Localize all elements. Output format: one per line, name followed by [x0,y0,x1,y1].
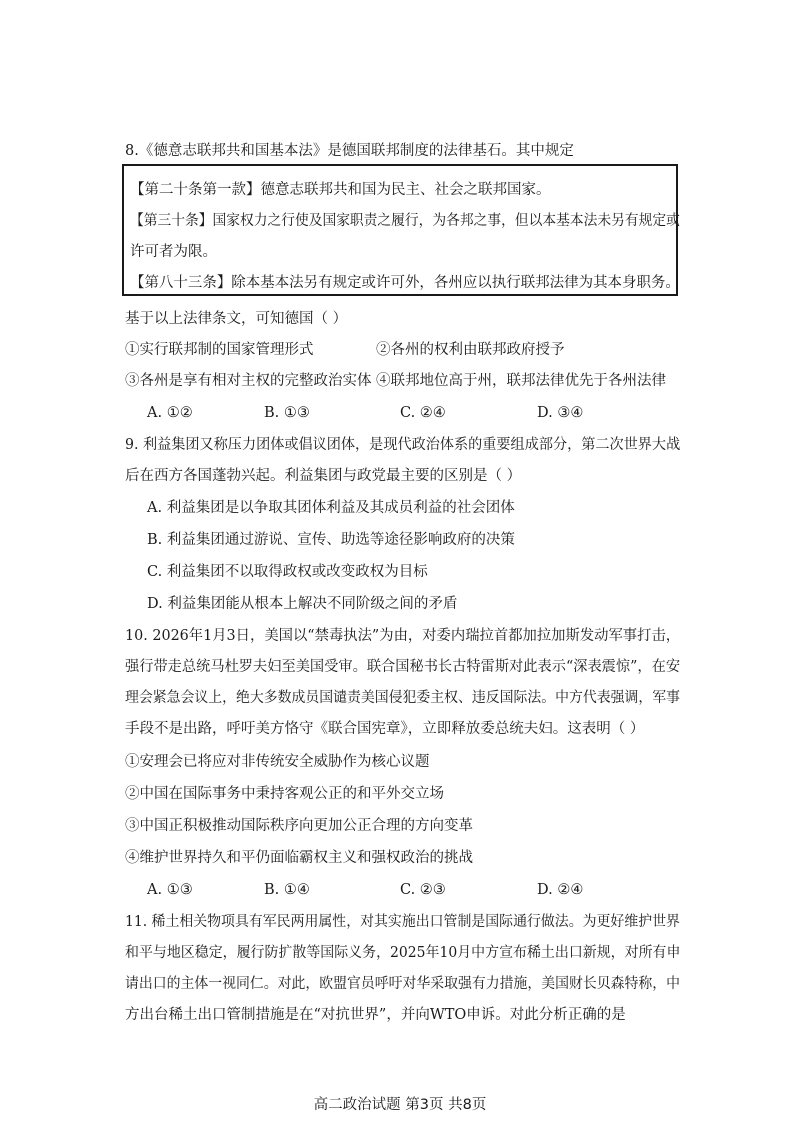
q10-stem-line-2: 强行带走总统马杜罗夫妇至美国受审。联合国秘书长古特雷斯对此表示“深表震惊”，在安 [125,659,681,675]
q11-stem-line-3: 请出口的主体一视同仁。对此，欧盟官员呼吁对华采取强有力措施，美国财长贝森特称，中 [125,976,681,992]
q10-item-2: ②中国在国际事务中秉持客观公正的和平外交立场 [125,786,444,802]
q10-option-d[interactable]: D. ②④ [537,882,584,898]
q8-option-d[interactable]: D. ③④ [537,405,584,421]
page-footer: 高二政治试题 第3页 共8页 [313,1097,487,1113]
q8-item-3: ③各州是享有相对主权的完整政治实体 [125,373,372,389]
q9-option-d[interactable]: D. 利益集团能从根本上解决不同阶级之间的矛盾 [147,596,458,612]
q10-option-c[interactable]: C. ②③ [400,882,446,898]
q8-item-1: ①实行联邦制的国家管理形式 [125,342,314,358]
q11-stem-line-4: 方出台稀土出口管制措施是在“对抗世界”，并向WTO申诉。对此分析正确的是 [125,1007,626,1023]
q10-item-1: ①安理会已将应对非传统安全威胁作为核心议题 [125,754,430,770]
q8-law-line-1: 【第二十条第一款】德意志联邦共和国为民主、社会之联邦国家。 [130,182,551,198]
q9-stem-line-2: 后在西方各国蓬勃兴起。利益集团与政党最主要的区别是（ ） [125,468,522,484]
q10-stem-line-3: 理会紧急会议上，绝大多数成员国谴责美国侵犯委主权、违反国际法。中方代表强调，军事 [125,690,681,706]
q8-question: 基于以上法律条文，可知德国（ ） [125,311,348,327]
q8-law-line-4: 【第八十三条】除本基本法另有规定或许可外，各州应以执行联邦法律为其本身职务。 [130,275,680,291]
q8-option-a[interactable]: A. ①② [147,405,193,421]
q9-option-c[interactable]: C. 利益集团不以取得政权或改变政权为目标 [147,564,428,580]
q8-law-line-2: 【第三十条】国家权力之行使及国家职责之履行，为各邦之事，但以本基本法未另有规定或 [130,213,680,229]
q10-stem-line-1: 10. 2026年1月3日，美国以“禁毒执法”为由，对委内瑞拉首都加拉加斯发动军事打击， [125,628,681,644]
q9-option-b[interactable]: B. 利益集团通过游说、宣传、助选等途径影响政府的决策 [147,532,515,548]
q10-item-3: ③中国正积极推动国际秩序向更加公正合理的方向变革 [125,818,473,834]
q9-stem-line-1: 9. 利益集团又称压力团体或倡议团体，是现代政治体系的重要组成部分，第二次世界大战 [125,437,681,453]
q8-item-4: ④联邦地位高于州，联邦法律优先于各州法律 [376,373,666,389]
q11-stem-line-2: 和平与地区稳定，履行防扩散等国际义务，2025年10月中方宣布稀土出口新规，对所有申 [125,945,681,961]
q9-option-a[interactable]: A. 利益集团是以争取其团体利益及其成员利益的社会团体 [147,500,515,516]
q10-item-4: ④维护世界持久和平仍面临霸权主义和强权政治的挑战 [125,850,473,866]
q11-stem-line-1: 11. 稀土相关物项具有军民两用属性，对其实施出口管制是国际通行做法。为更好维护世界 [125,914,680,930]
q10-stem-line-4: 手段不是出路，呼吁美方恪守《联合国宪章》，立即释放委总统夫妇。这表明（ ） [125,721,645,737]
q8-law-line-3: 许可者为限。 [130,244,217,260]
q8-option-b[interactable]: B. ①③ [264,405,310,421]
q10-option-b[interactable]: B. ①④ [264,882,310,898]
q8-item-2: ②各州的权利由联邦政府授予 [376,342,565,358]
q8-option-c[interactable]: C. ②④ [400,405,446,421]
q8-stem: 8.《德意志联邦共和国基本法》是德国联邦制度的法律基石。其中规定 [125,143,574,159]
q10-option-a[interactable]: A. ①③ [147,882,193,898]
